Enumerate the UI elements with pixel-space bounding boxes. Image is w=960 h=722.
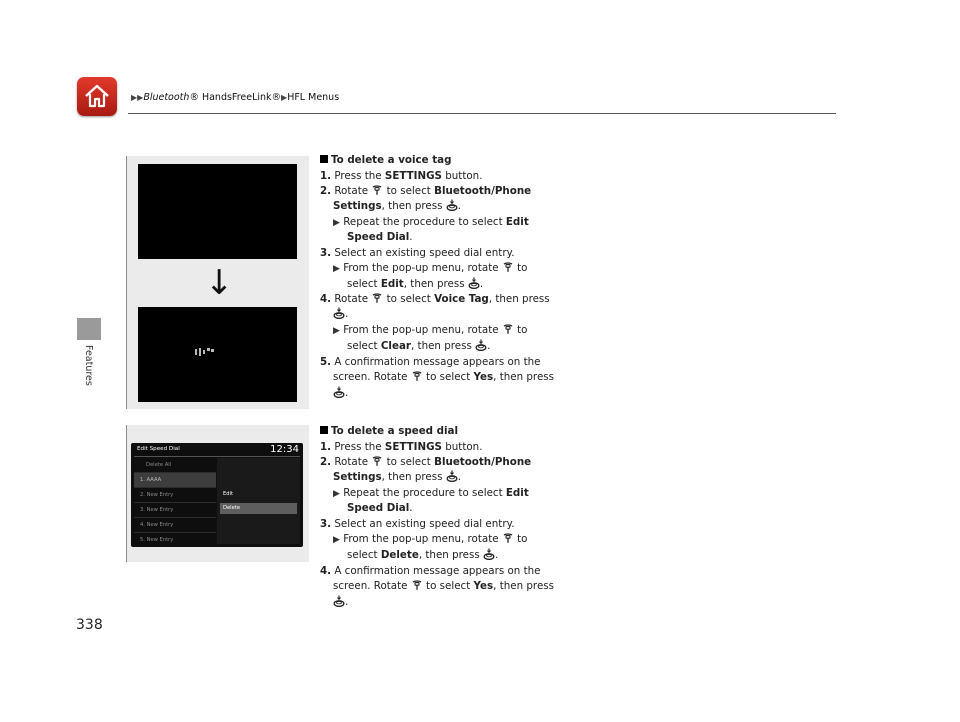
edit-speed-dial-screen [131, 443, 303, 547]
voice-tag-icon [194, 347, 216, 357]
step-2-sub-cont: Speed Dial. [347, 502, 413, 514]
screen-image-before [138, 164, 297, 259]
popup-menu [217, 458, 300, 544]
section-tab-label: Features [83, 345, 94, 386]
home-button[interactable] [77, 77, 117, 116]
press-knob-icon [333, 386, 345, 398]
popup-item-edit[interactable]: Edit [223, 491, 234, 497]
step-4-cont2: . [333, 595, 348, 611]
selector-knob-icon [502, 323, 514, 335]
popup-item-delete[interactable]: Delete [220, 503, 297, 514]
step-4-cont: . [333, 307, 348, 323]
step-3-sub-cont: select Edit, then press . [347, 278, 484, 290]
selector-knob-icon [502, 261, 514, 273]
step-4-cont: screen. Rotate to select Yes, then press [333, 580, 555, 592]
press-knob-icon [446, 199, 458, 211]
selector-knob-icon [411, 579, 423, 591]
heading-bullet-icon [320, 155, 328, 163]
press-knob-icon [468, 277, 480, 289]
step-5: 5. A confirmation message appears on the [320, 356, 541, 368]
selector-knob-icon [411, 370, 423, 382]
list-item[interactable]: 3. New Entry [134, 503, 216, 518]
step-3: 3. Select an existing speed dial entry. [320, 518, 515, 530]
step-4-sub-cont: select Clear, then press . [347, 340, 491, 352]
step-1: 1. Press the SETTINGS button. [320, 441, 483, 453]
home-icon [83, 82, 111, 110]
step-5-cont2: . [333, 386, 348, 402]
screen-image-after [138, 307, 297, 402]
substep-arrow-icon: ▶ [333, 535, 340, 545]
press-knob-icon [483, 548, 495, 560]
step-2-cont: Settings, then press . [333, 471, 462, 483]
list-item[interactable]: 2. New Entry [134, 488, 216, 503]
step-4-sub: ▶ From the pop-up menu, rotate to [333, 324, 528, 336]
step-4: 4. Rotate to select Voice Tag, then press [320, 293, 550, 305]
step-3-sub: ▶ From the pop-up menu, rotate to [333, 262, 528, 274]
section-tab-marker [77, 318, 101, 340]
substep-arrow-icon: ▶ [333, 326, 340, 336]
down-arrow-icon: ↓ [205, 263, 234, 303]
page-number: 338 [76, 617, 103, 633]
selector-knob-icon [371, 292, 383, 304]
clock: 12:34 [270, 444, 299, 455]
substep-arrow-icon: ▶ [333, 218, 340, 228]
breadcrumb-link-bluetooth[interactable]: Bluetooth [143, 92, 190, 103]
step-2-sub-cont: Speed Dial. [347, 231, 413, 243]
breadcrumb-arrow-icon: ▶ [281, 93, 288, 102]
substep-arrow-icon: ▶ [333, 264, 340, 274]
press-knob-icon [475, 339, 487, 351]
step-3-sub: ▶ From the pop-up menu, rotate to [333, 533, 528, 545]
step-4: 4. A confirmation message appears on the [320, 565, 541, 577]
step-2: 2. Rotate to select Bluetooth/Phone [320, 456, 532, 468]
list-item[interactable]: 4. New Entry [134, 518, 216, 533]
selector-knob-icon [371, 455, 383, 467]
screen-divider [134, 456, 300, 457]
step-2-sub: ▶ Repeat the procedure to select Edit [333, 216, 529, 228]
step-2: 2. Rotate to select Bluetooth/Phone [320, 185, 532, 197]
step-3: 3. Select an existing speed dial entry. [320, 247, 515, 259]
heading-bullet-icon [320, 426, 328, 434]
press-knob-icon [333, 595, 345, 607]
header-divider [128, 113, 836, 114]
breadcrumb-arrow-icon: ▶▶ [131, 93, 144, 102]
press-knob-icon [446, 470, 458, 482]
step-5-cont: screen. Rotate to select Yes, then press [333, 371, 555, 383]
list-item[interactable]: 1. AAAA [134, 473, 216, 488]
breadcrumb-suffix: ® HandsFreeLink® [189, 92, 282, 103]
speed-dial-list [134, 458, 216, 547]
selector-knob-icon [502, 532, 514, 544]
list-item-delete-all[interactable]: Delete All [134, 458, 216, 473]
step-2-sub: ▶ Repeat the procedure to select Edit [333, 487, 529, 499]
screen-title: Edit Speed Dial [137, 446, 180, 452]
section-heading: To delete a speed dial [320, 424, 458, 440]
press-knob-icon [333, 307, 345, 319]
selector-knob-icon [371, 184, 383, 196]
breadcrumb-link-hfl-menus[interactable]: HFL Menus [287, 92, 340, 103]
substep-arrow-icon: ▶ [333, 489, 340, 499]
step-2-cont: Settings, then press . [333, 200, 462, 212]
section-heading: To delete a voice tag [320, 153, 451, 169]
step-1: 1. Press the SETTINGS button. [320, 170, 483, 182]
list-item[interactable]: 5. New Entry [134, 533, 216, 547]
step-3-sub-cont: select Delete, then press . [347, 549, 499, 561]
breadcrumb [131, 92, 339, 103]
